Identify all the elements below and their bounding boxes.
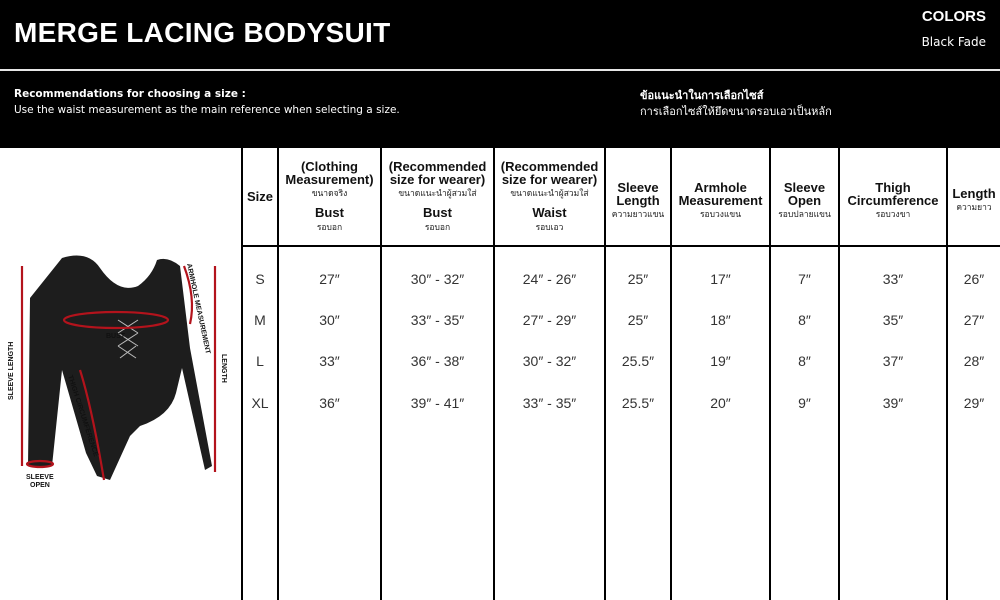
label-bust: BUST <box>106 333 126 340</box>
label-thigh: THIGH CIRCUMFERENCE <box>66 374 100 458</box>
header-thigh: Thigh Circumference รอบวงขา <box>847 179 939 220</box>
cell-sleeve-open: 9″ <box>798 395 811 411</box>
recommendation-text-th: การเลือกไซส์ให้ยึดขนาดรอบเอวเป็นหลัก <box>640 105 832 118</box>
header-recommended-waist: (Recommended size for wearer) ขนาดแนะนำผู้สวมใส่ Waist รอบเอว <box>500 158 599 233</box>
cell-armhole: 20″ <box>710 395 731 411</box>
product-title: MERGE LACING BODYSUIT <box>14 17 391 48</box>
cell-sleeve-length: 25.5″ <box>621 353 655 369</box>
header-size: Size <box>246 189 273 204</box>
table-row <box>242 346 1000 376</box>
cell-recommended-bust: 36″ - 38″ <box>410 353 465 369</box>
header-clothing-bust: (Clothing Measurement) ขนาดจริง Bust รอบอก <box>285 158 374 233</box>
cell-clothing-bust: 27″ <box>319 271 340 287</box>
cell-armhole: 17″ <box>710 271 731 287</box>
cell-waist: 24″ - 26″ <box>522 271 577 287</box>
header-armhole: Armhole Measurement รอบวงแขน <box>678 179 763 220</box>
cell-sleeve-length: 25″ <box>627 312 649 328</box>
header-banner <box>0 0 1000 148</box>
cell-clothing-bust: 36″ <box>319 395 340 411</box>
cell-thigh: 37″ <box>882 353 904 369</box>
cell-thigh: 39″ <box>882 395 904 411</box>
header-recommended-bust: (Recommended size for wearer) ขนาดแนะนำผู้สวมใส่ Bust รอบอก <box>388 158 487 233</box>
cell-sleeve-length: 25″ <box>627 271 649 287</box>
label-armhole: ARMHOLE MEASUREMENT <box>185 262 212 355</box>
cell-recommended-bust: 39″ - 41″ <box>410 395 465 411</box>
color-value: Black Fade <box>921 35 986 49</box>
cell-waist: 30″ - 32″ <box>522 353 577 369</box>
label-sleeve-open-2: OPEN <box>30 482 50 489</box>
cell-size: M <box>254 312 266 328</box>
table-row <box>242 264 1000 294</box>
cell-waist: 33″ - 35″ <box>522 395 577 411</box>
cell-length: 29″ <box>963 395 985 411</box>
cell-waist: 27″ - 29″ <box>522 312 577 328</box>
label-sleeve-open: SLEEVE <box>26 474 54 481</box>
label-sleeve-length: SLEEVE LENGTH <box>8 341 15 400</box>
header-sleeve-open: Sleeve Open รอบปลายแขน <box>778 179 831 220</box>
cell-size: XL <box>251 395 269 411</box>
cell-length: 26″ <box>963 271 985 287</box>
cell-sleeve-open: 8″ <box>798 312 811 328</box>
recommendation-title-en: Recommendations for choosing a size : <box>14 88 246 100</box>
table-row <box>242 305 1000 335</box>
cell-size: S <box>255 271 265 287</box>
recommendation-text-en: Use the waist measurement as the main reference when selecting a size. <box>14 104 400 116</box>
cell-clothing-bust: 33″ <box>319 353 340 369</box>
cell-size: L <box>256 353 264 369</box>
cell-thigh: 33″ <box>882 271 904 287</box>
cell-length: 28″ <box>963 353 985 369</box>
cell-armhole: 18″ <box>710 312 731 328</box>
cell-clothing-bust: 30″ <box>319 312 340 328</box>
cell-sleeve-open: 8″ <box>798 353 811 369</box>
header-divider <box>0 69 1000 71</box>
recommendation-title-th: ข้อแนะนำในการเลือกไซส์ <box>640 89 764 102</box>
cell-sleeve-length: 25.5″ <box>621 395 655 411</box>
cell-length: 27″ <box>963 312 985 328</box>
cell-recommended-bust: 33″ - 35″ <box>410 312 465 328</box>
table-row <box>242 388 1000 418</box>
cell-armhole: 19″ <box>710 353 731 369</box>
cell-thigh: 35″ <box>882 312 904 328</box>
header-length: Length ความยาว <box>952 186 996 213</box>
cell-sleeve-open: 7″ <box>798 271 811 287</box>
header-sleeve-length: Sleeve Length ความยาวแขน <box>611 179 665 220</box>
colors-label: COLORS <box>921 8 986 25</box>
table-header-divider <box>242 245 1000 247</box>
cell-recommended-bust: 30″ - 32″ <box>410 271 465 287</box>
label-length: LENGTH <box>220 354 227 383</box>
